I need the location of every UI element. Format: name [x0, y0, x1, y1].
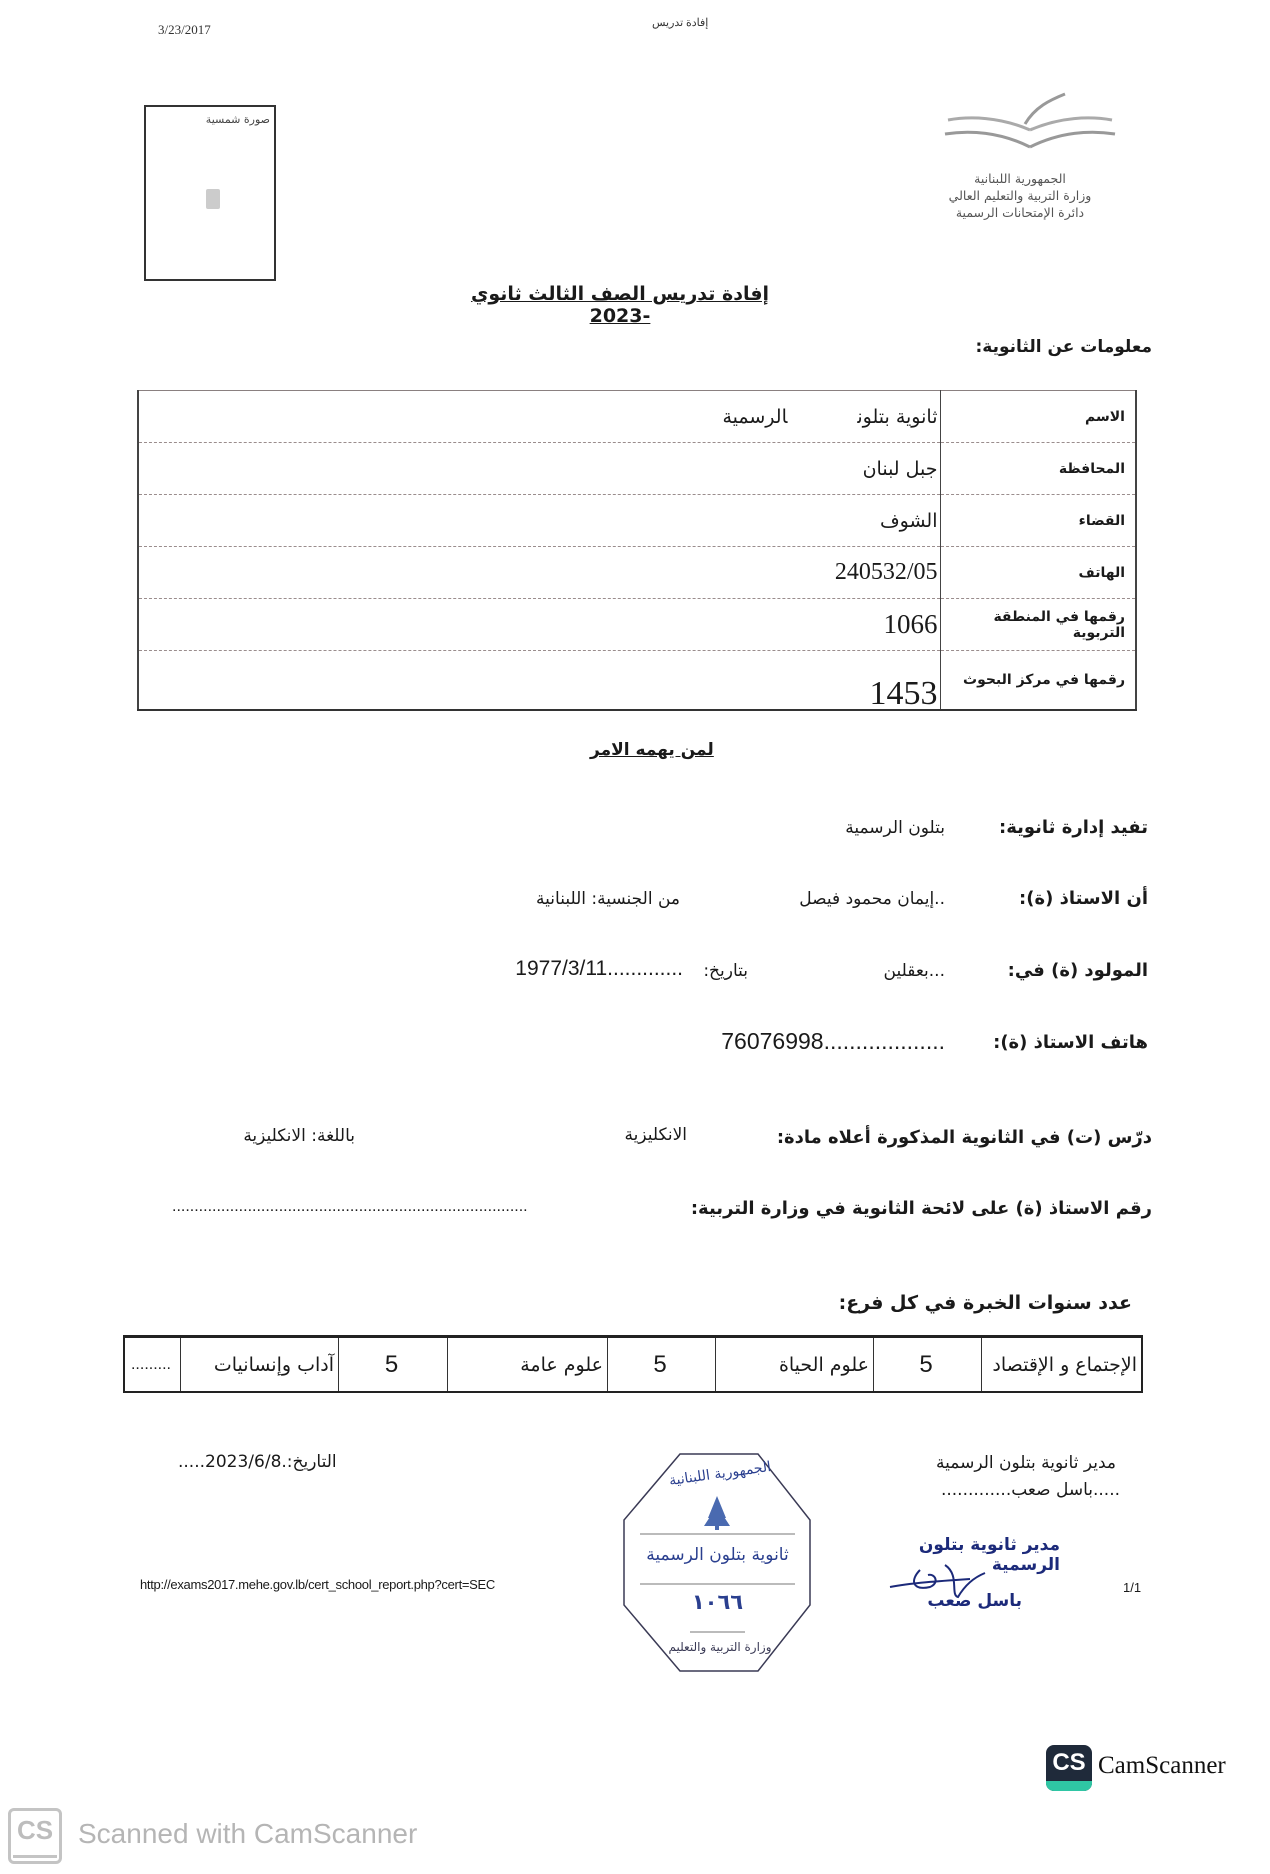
document-title: إفادة تدريس الصف الثالث ثانوي -2023	[470, 283, 770, 327]
photo-box	[144, 105, 276, 281]
info-label: الاسم	[940, 391, 1136, 443]
school-admin-label: تفيد إدارة ثانوية:	[999, 817, 1148, 838]
camscanner-footer-logo	[8, 1808, 62, 1864]
ministry-heading	[930, 170, 1110, 221]
info-value	[138, 651, 940, 711]
info-value	[138, 391, 940, 443]
stamp-bottom-text: وزارة التربية والتعليم	[668, 1640, 772, 1654]
birthplace-value: ...بعقلين	[883, 961, 945, 981]
ministry-book-logo	[940, 92, 1120, 152]
info-label: رقمها في المنطقة التربوية	[940, 599, 1136, 651]
source-url: http://exams2017.mehe.gov.lb/cert_school_report.php?cert=SEC	[140, 1577, 496, 1592]
region-number-value: 1066	[883, 609, 938, 639]
info-value	[138, 547, 940, 599]
signature-name: باسل صعب	[927, 1591, 1022, 1611]
photo-box-label: صورة شمسية	[205, 113, 270, 126]
footer-date: التاريخ:.2023/6/8.....	[178, 1452, 337, 1472]
branch-humanities: آداب وإنسانيات	[181, 1337, 339, 1393]
print-date: 3/23/2017	[158, 22, 211, 37]
director-signature	[850, 1535, 1070, 1630]
governorate-value: جبل لبنان	[862, 457, 938, 480]
teaching-language: باللغة: الانكليزية	[243, 1126, 355, 1146]
school-info-heading: معلومات عن الثانوية:	[975, 337, 1152, 357]
info-label: المحافظة	[940, 443, 1136, 495]
camscanner-logo-text: CS	[1052, 1749, 1086, 1776]
branch-social-economics: الإجتماع و الإقتصاد	[982, 1337, 1143, 1393]
info-row-research-number	[138, 651, 1136, 711]
teacher-phone-label: هاتف الاستاذ (ة):	[993, 1032, 1148, 1053]
ministry-line-3: دائرة الإمتحانات الرسمية	[955, 205, 1085, 220]
school-name-value: ثانوية بتلون	[857, 405, 938, 428]
experience-row	[124, 1337, 1142, 1393]
info-label: الهاتف	[940, 547, 1136, 599]
info-row-region-number	[138, 599, 1136, 651]
teacher-nationality: من الجنسية: اللبنانية	[536, 889, 680, 909]
birthplace-label: المولود (ة) في:	[1007, 960, 1148, 981]
birthdate-label: بتاريخ:	[703, 961, 748, 981]
info-value	[138, 599, 940, 651]
branch-general-sciences: علوم عامة	[448, 1337, 608, 1393]
stamp-top-text: الجمهورية اللبنانية	[668, 1458, 772, 1490]
ministry-line-1: الجمهورية اللبنانية	[974, 171, 1066, 186]
page-number: 1/1	[1123, 1580, 1142, 1595]
teacher-label: أن الاستاذ (ة):	[1019, 888, 1148, 909]
school-info-table	[137, 390, 1137, 711]
district-value: الشوف	[879, 509, 938, 532]
research-number-value: 1453	[869, 675, 938, 712]
birthdate-value: 1977/3/11.............	[515, 957, 683, 980]
years-general-sciences: 5	[339, 1337, 448, 1393]
registry-number-label: رقم الاستاذ (ة) على لائحة الثانوية في وزارة التربية:	[690, 1198, 1152, 1219]
info-row-governorate	[138, 443, 1136, 495]
school-name-value-suffix: الرسمية	[722, 405, 788, 428]
experience-table	[123, 1335, 1143, 1393]
years-humanities: .........	[124, 1337, 181, 1393]
ministry-line-2: وزارة التربية والتعليم العالي	[948, 188, 1092, 203]
book-page-lower-right	[1030, 132, 1115, 147]
info-row-district	[138, 495, 1136, 547]
school-stamp	[620, 1450, 815, 1675]
camscanner-footer-logo-text: CS	[16, 1815, 54, 1845]
info-value	[138, 495, 940, 547]
info-row-name	[138, 391, 1136, 443]
camscanner-brand: CamScanner	[1098, 1752, 1226, 1779]
info-row-phone	[138, 547, 1136, 599]
signature-scribble	[850, 1535, 1070, 1630]
camscanner-logo	[1046, 1745, 1092, 1791]
scanned-with-camscanner: Scanned with CamScanner	[78, 1818, 418, 1849]
stamp-school-name: ثانوية بتلون الرسمية	[646, 1545, 789, 1565]
info-label: رقمها في مركز البحوث	[940, 651, 1136, 711]
school-admin-value: بتلون الرسمية	[845, 818, 945, 838]
book-page-lower-left	[945, 132, 1030, 147]
registry-number-value: ................................................................................	[172, 1198, 528, 1215]
years-life-sciences: 5	[608, 1337, 716, 1393]
experience-heading: عدد سنوات الخبرة في كل فرع:	[838, 1292, 1132, 1314]
print-page-title: إفادة تدريس	[652, 17, 709, 29]
book-page-upper-right	[1030, 118, 1112, 130]
branch-life-sciences: علوم الحياة	[716, 1337, 874, 1393]
years-social-economics: 5	[874, 1337, 982, 1393]
stamp-number: ١٠٦٦	[691, 1590, 744, 1614]
director-name: .....باسل صعب.............	[940, 1480, 1120, 1500]
info-label: القضاء	[940, 495, 1136, 547]
signature-title: مدير ثانوية بتلون الرسمية	[918, 1535, 1060, 1575]
teacher-name: ..إيمان محمود فيصل	[799, 889, 945, 909]
taught-subject-value: الانكليزية	[624, 1125, 687, 1145]
cedar-icon	[704, 1496, 730, 1526]
director-title: مدير ثانوية بتلون الرسمية	[936, 1453, 1116, 1473]
book-page-upper-left	[948, 118, 1030, 130]
camscanner-logo-accent	[1046, 1781, 1092, 1791]
phone-value: 240532/05	[834, 559, 938, 585]
teacher-phone-value: 76076998...................	[721, 1028, 945, 1054]
broken-image-icon	[206, 189, 220, 209]
taught-subject-label: درّس (ت) في الثانوية المذكورة أعلاه مادة:	[776, 1127, 1152, 1148]
info-value	[138, 443, 940, 495]
to-whom-heading: لمن يهمه الامر	[590, 740, 714, 760]
